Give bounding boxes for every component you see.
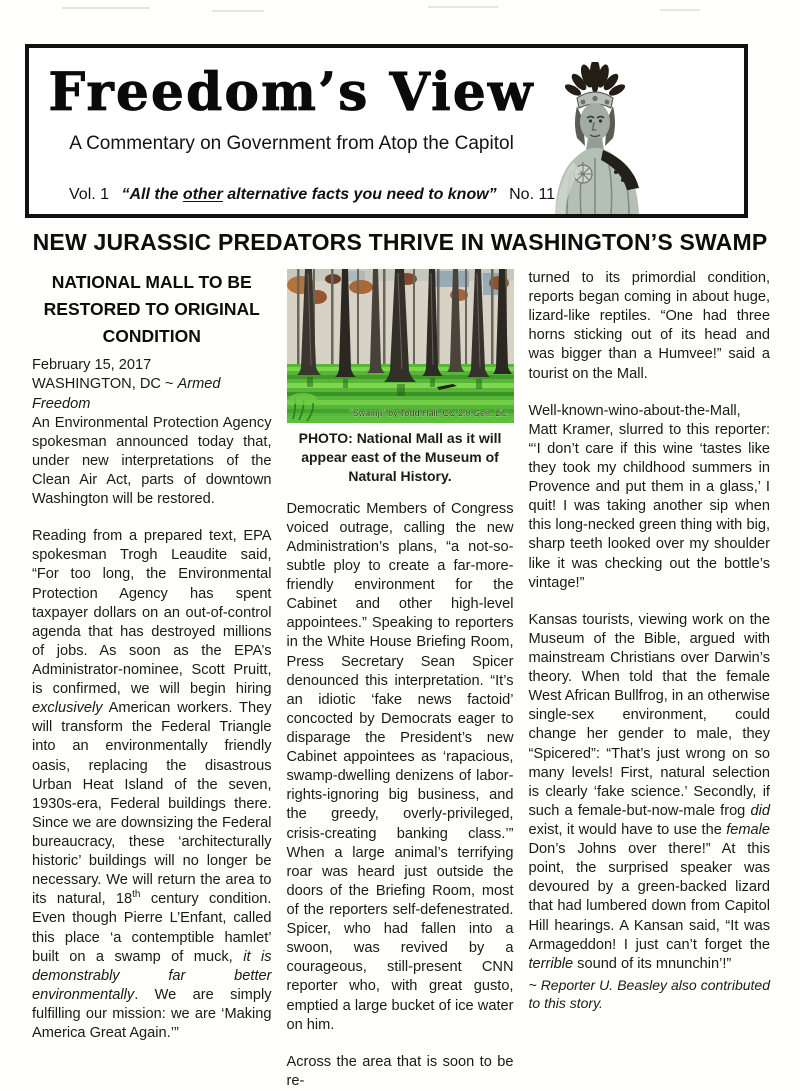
reporter-credit: ~ Reporter U. Beasley also contributed to this story. [528,976,770,1012]
main-headline: NEW JURASSIC PREDATORS THRIVE IN WASHINGTON’S SWAMP [32,229,768,255]
column-right [529,269,771,1013]
scan-artifact [62,7,150,9]
article-paragraph: turned to its primordial condition, reports began coming in about huge, lizard-like reptiles. “One had three horns sticking out of its head and was bigger than a Humvee!” said a tourist on the Mall. [528,270,770,382]
article-paragraph: Kansas tourists, viewing work on the Museum of the Bible, argued with mainstream Christians over Darwin’s theory. When told that the female West African Bullfrog, in an otherwise single-sex environment, could change her gender to male, they “Spicered”: “That’s just wrong on so many levels! First, natural selection is clearly ‘fake science.’ Secondly, if such a female-but-now-male frog did exist, it would have to use the female Don’s Johns over there!” At this point, the surprised speaker was devoured by a green-backed lizard that had lumbered down from Capitol Hill hearings. A Kansan said, “It was Armageddon! I just can’t forget the terrible sound of its mnunchin’!” [528,611,770,972]
right-column-paragraphs [529,269,771,974]
article-paragraph: An Environmental Protection Agency spokesman announced today that, under new interpretations of the Clean Air Act, parts of downtown Washington will be restored. [32,414,272,508]
middle-column-paragraphs [287,500,514,1091]
article-paragraph: Well-known-wino-about-the-Mall, Matt Kramer, slurred to this reporter: “‘I don’t care if this wine ‘tastes like they took my childhood summers in Provence and put them in a glass,’ I quit! I was taking another sip when this long-necked green thing with big, sharp teeth looked over my shoulder like it was checking out the bottle’s vintage!” [528,402,770,591]
motto-text: “All the other alternative facts you need to know” [121,186,497,203]
scan-artifact [428,6,498,8]
statue-of-freedom-icon [537,62,649,214]
photo-caption: PHOTO: National Mall as it will appear east of the Museum of Natural History. [298,430,502,484]
story-heading: NATIONAL MALL TO BE RESTORED TO ORIGINAL CONDITION [43,272,260,347]
article-paragraph: Reading from a prepared text, EPA spokesman Trogh Leaudite said, “For too long, the Environmental Protection Agency has spent taxpayer dollars on an out-of-control agenda that has destroyed millions of jobs. As soon as the EPA’s Administrator-nominee, Scott Pruitt, is confirmed, we will begin hiring exclusively American workers. They will transform the Federal Triangle into an environmentally friendly oasis, replacing the disastrous Urban Heat Island of the seven, 1930s-era, Federal buildings there. Since we are downsizing the Federal bureaucracy, these ‘architecturally historic’ buildings will no longer be necessary. We will return the area to its natural, 18th century condition. Even though Pierre L’Enfant, called this place ‘a contemptible hamlet’ built on a swamp of muck, it is demonstrably far better environmentally. We are simply fulfilling our mission: we are ‘Making America Great Again.’” [32,528,272,1042]
byline: WASHINGTON, DC ~ Armed Freedom [32,376,221,412]
column-middle [287,269,514,1091]
newsletter-subtitle: A Commentary on Government from Atop the Capitol [69,132,514,154]
article-paragraph: Democratic Members of Congress voiced outrage, calling the new Administration’s plans, “a not-so-subtle ploy to create a far-more-friendly environment for the Cabinet and other high-level appointees.” Speaking to reporters in the White House Briefing Room, Press Secretary Sean Spicer denounced this interpretation. “It’s an idiotic ‘fake news factoid’ concocted by Democrats eager to disparage the President’s new Cabinet appointees as ‘rapacious, swamp-dwelling denizens of labor-rights-ignoring big business, and the greedy, overly-privileged, crisis-creating banking class.’” When a large animal’s terrifying roar was heard just outside the doors of the Briefing Room, most of the reporters self-defenestrated. Spicer, who had fallen into a swoon, was revived by a courageous, still-present CNN reporter who, with great gusto, emptied a large bucket of ice water on him. [286,500,514,1033]
motto-underlined-word: other [182,186,223,203]
masthead-box [25,44,748,218]
photo-credit: “Swamp” by Todd Hall, CC 2.0 Gen. Lic. [349,408,509,418]
issue-label: No. 11 [509,186,556,203]
article-paragraph: Across the area that is soon to be re- [286,1053,514,1089]
volume-issue-line [69,186,556,204]
dateline: February 15, 2017 [32,357,152,374]
newsletter-title: Freedom’s View [48,62,535,123]
column-left [32,269,272,1043]
masthead-text-block [29,48,554,155]
volume-label: Vol. 1 [69,186,110,203]
swamp-photo [287,269,514,423]
scan-artifact [660,9,700,11]
left-column-paragraphs [32,414,272,1044]
scan-artifact [212,10,264,12]
article-columns [32,269,770,1091]
